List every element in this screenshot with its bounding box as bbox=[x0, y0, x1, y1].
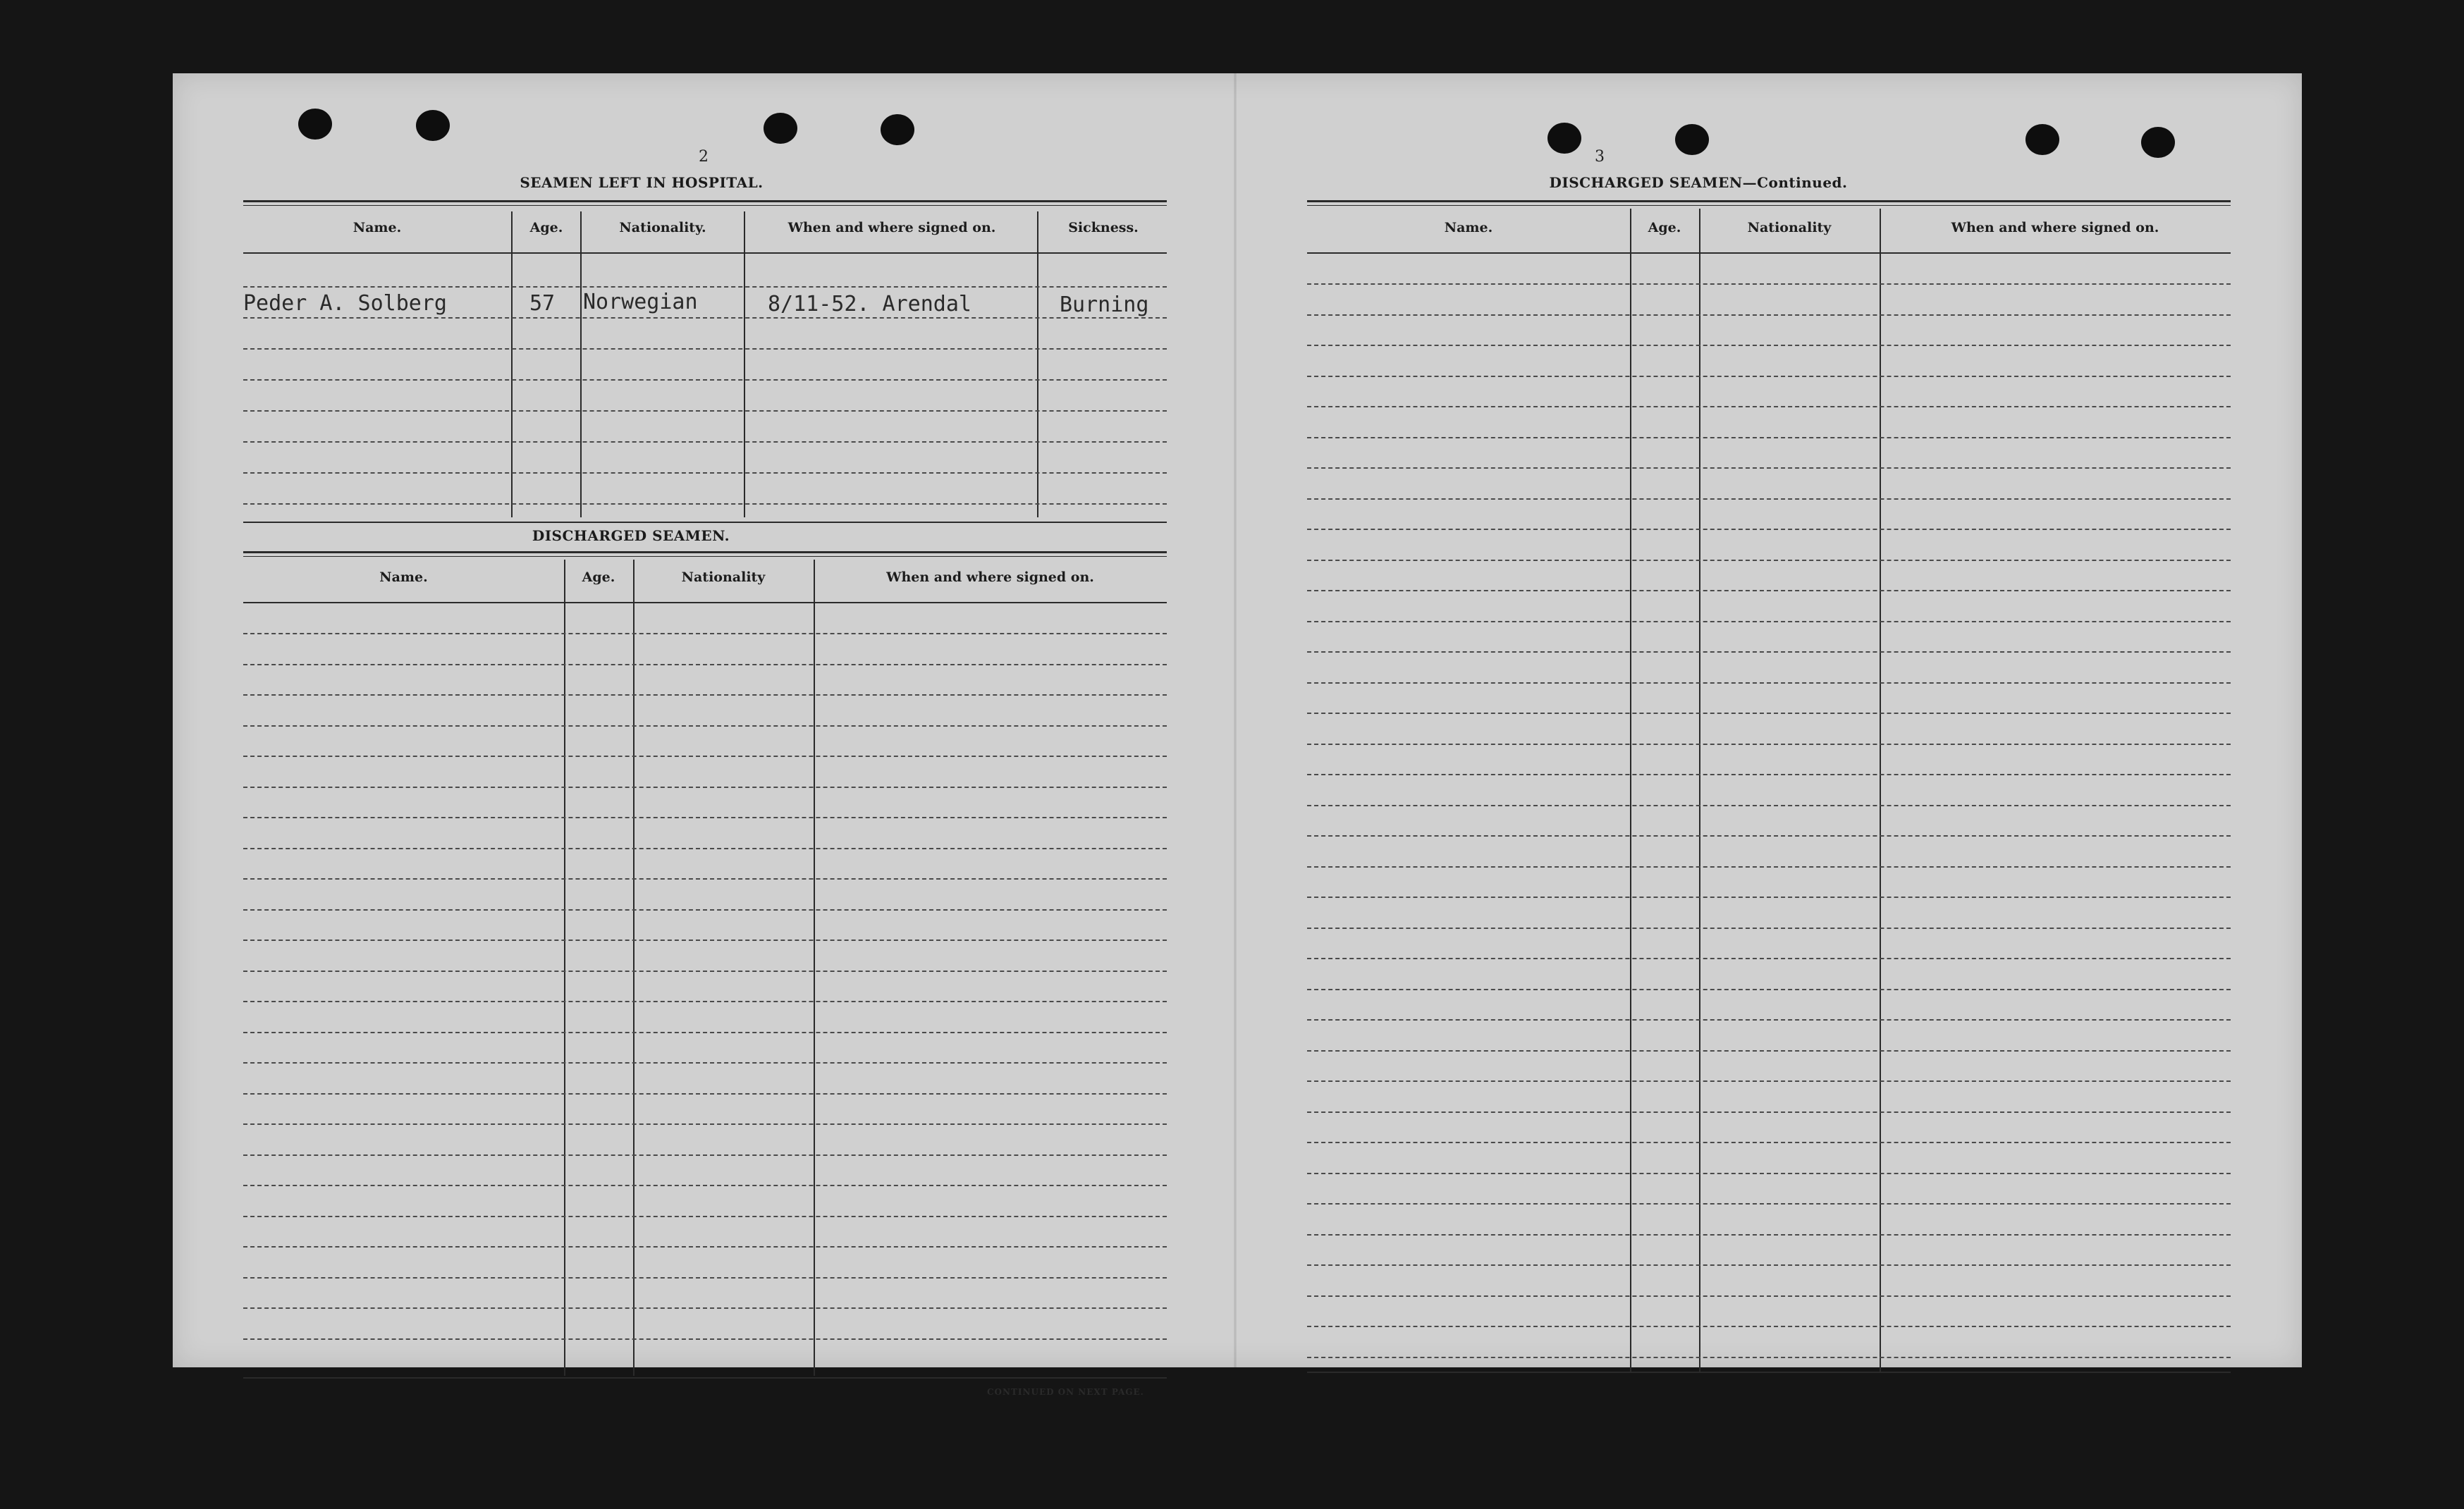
entry-line bbox=[1307, 1080, 2231, 1082]
entry-line bbox=[1307, 897, 2231, 898]
header-rule bbox=[1307, 252, 2231, 254]
entry-line bbox=[243, 317, 1167, 319]
column-divider bbox=[1037, 211, 1038, 517]
discharged-section-title: DISCHARGED SEAMEN. bbox=[532, 527, 730, 544]
header-rule bbox=[243, 602, 1167, 603]
column-header-name: Name. bbox=[379, 569, 428, 585]
entry-line bbox=[1307, 774, 2231, 775]
entry-line bbox=[243, 694, 1167, 696]
entry-line bbox=[243, 633, 1167, 634]
entry-line bbox=[1307, 1326, 2231, 1327]
column-header-sickness: Sickness. bbox=[1068, 220, 1139, 235]
entry-line bbox=[243, 1032, 1167, 1033]
scanned-document bbox=[173, 73, 2302, 1397]
entry-line bbox=[243, 848, 1167, 849]
entry-line bbox=[243, 1093, 1167, 1095]
page-number: 2 bbox=[699, 148, 709, 166]
entry-line bbox=[243, 756, 1167, 757]
column-divider bbox=[511, 211, 513, 517]
entry-line bbox=[1307, 621, 2231, 622]
entry-line bbox=[243, 971, 1167, 972]
column-divider bbox=[580, 211, 582, 517]
entry-name: Peder A. Solberg bbox=[243, 291, 447, 316]
entry-line bbox=[243, 1154, 1167, 1156]
table-bottom-rule bbox=[243, 1377, 1167, 1379]
column-divider bbox=[744, 211, 745, 517]
entry-line bbox=[243, 1307, 1167, 1309]
column-divider bbox=[1880, 209, 1881, 1372]
entry-nationality: Norwegian bbox=[583, 290, 698, 314]
column-header-age: Age. bbox=[529, 220, 563, 235]
entry-line bbox=[1307, 283, 2231, 285]
hospital-section-title: SEAMEN LEFT IN HOSPITAL. bbox=[520, 174, 764, 191]
column-divider bbox=[814, 560, 815, 1376]
column-header-nationality: Nationality bbox=[681, 569, 766, 585]
entry-line bbox=[243, 909, 1167, 911]
column-divider bbox=[1630, 209, 1631, 1372]
entry-line bbox=[243, 441, 1167, 443]
entry-line bbox=[243, 940, 1167, 941]
entry-line bbox=[243, 348, 1167, 350]
column-header-signed-on: When and where signed on. bbox=[787, 220, 996, 235]
entry-line bbox=[243, 1338, 1167, 1340]
entry-line bbox=[1307, 406, 2231, 407]
entry-line bbox=[1307, 713, 2231, 714]
entry-line bbox=[243, 1185, 1167, 1186]
column-header-signed-on: When and where signed on. bbox=[1951, 220, 2159, 235]
column-header-name: Name. bbox=[1444, 220, 1493, 235]
header-rule bbox=[243, 252, 1167, 254]
entry-line bbox=[1307, 529, 2231, 530]
column-header-nationality: Nationality bbox=[1747, 220, 1832, 235]
entry-line bbox=[1307, 1019, 2231, 1021]
entry-line bbox=[1307, 866, 2231, 868]
table-top-rule bbox=[243, 200, 1167, 206]
column-header-name: Name. bbox=[353, 220, 402, 235]
entry-line bbox=[1307, 376, 2231, 377]
entry-age: 57 bbox=[529, 291, 556, 316]
entry-line bbox=[243, 410, 1167, 412]
entry-line bbox=[1307, 560, 2231, 561]
entry-line bbox=[1307, 1234, 2231, 1236]
entry-line bbox=[1307, 437, 2231, 438]
entry-line bbox=[243, 1123, 1167, 1125]
column-divider bbox=[564, 560, 565, 1376]
column-header-age: Age. bbox=[1648, 220, 1681, 235]
entry-line bbox=[1307, 1203, 2231, 1205]
section-rule bbox=[243, 522, 1167, 523]
entry-line bbox=[1307, 651, 2231, 653]
entry-line bbox=[243, 1062, 1167, 1064]
left-page bbox=[173, 73, 1234, 1397]
entry-line bbox=[243, 1246, 1167, 1248]
entry-line bbox=[1307, 989, 2231, 990]
column-divider bbox=[633, 560, 635, 1376]
entry-line bbox=[243, 503, 1167, 505]
entry-line bbox=[243, 1277, 1167, 1279]
entry-signed-on: 8/11-52. Arendal bbox=[768, 292, 971, 316]
entry-line bbox=[1307, 835, 2231, 837]
discharged-continued-title: DISCHARGED SEAMEN—Continued. bbox=[1549, 174, 1848, 191]
entry-line bbox=[1307, 1173, 2231, 1174]
table-bottom-rule bbox=[1307, 1372, 2231, 1373]
entry-line bbox=[243, 1216, 1167, 1217]
entry-line bbox=[243, 1001, 1167, 1002]
column-header-signed-on: When and where signed on. bbox=[886, 569, 1094, 585]
right-page bbox=[1237, 73, 2302, 1367]
entry-line bbox=[243, 725, 1167, 727]
entry-line bbox=[1307, 805, 2231, 806]
entry-line bbox=[1307, 1264, 2231, 1266]
table-top-rule bbox=[1307, 200, 2231, 206]
entry-line bbox=[1307, 590, 2231, 591]
page-number: 3 bbox=[1595, 148, 1605, 166]
entry-line bbox=[1307, 314, 2231, 316]
entry-line bbox=[1307, 1357, 2231, 1358]
entry-line bbox=[1307, 1142, 2231, 1143]
entry-line bbox=[1307, 345, 2231, 346]
entry-line bbox=[1307, 498, 2231, 500]
entry-line bbox=[243, 787, 1167, 788]
entry-line bbox=[243, 379, 1167, 381]
entry-line bbox=[1307, 1050, 2231, 1052]
entry-line bbox=[243, 878, 1167, 880]
entry-line bbox=[1307, 682, 2231, 684]
table-top-rule bbox=[243, 551, 1167, 557]
column-header-age: Age. bbox=[582, 569, 615, 585]
continued-note: CONTINUED ON NEXT PAGE. bbox=[987, 1387, 1144, 1397]
entry-line bbox=[243, 664, 1167, 665]
column-divider bbox=[1699, 209, 1700, 1372]
entry-line bbox=[1307, 1295, 2231, 1297]
entry-line bbox=[243, 286, 1167, 288]
entry-sickness: Burning bbox=[1060, 292, 1149, 317]
entry-line bbox=[243, 817, 1167, 818]
entry-line bbox=[1307, 958, 2231, 959]
entry-line bbox=[1307, 744, 2231, 745]
column-header-nationality: Nationality. bbox=[619, 220, 706, 235]
entry-line bbox=[1307, 928, 2231, 929]
entry-line bbox=[1307, 467, 2231, 469]
entry-line bbox=[1307, 1111, 2231, 1113]
entry-line bbox=[243, 472, 1167, 474]
